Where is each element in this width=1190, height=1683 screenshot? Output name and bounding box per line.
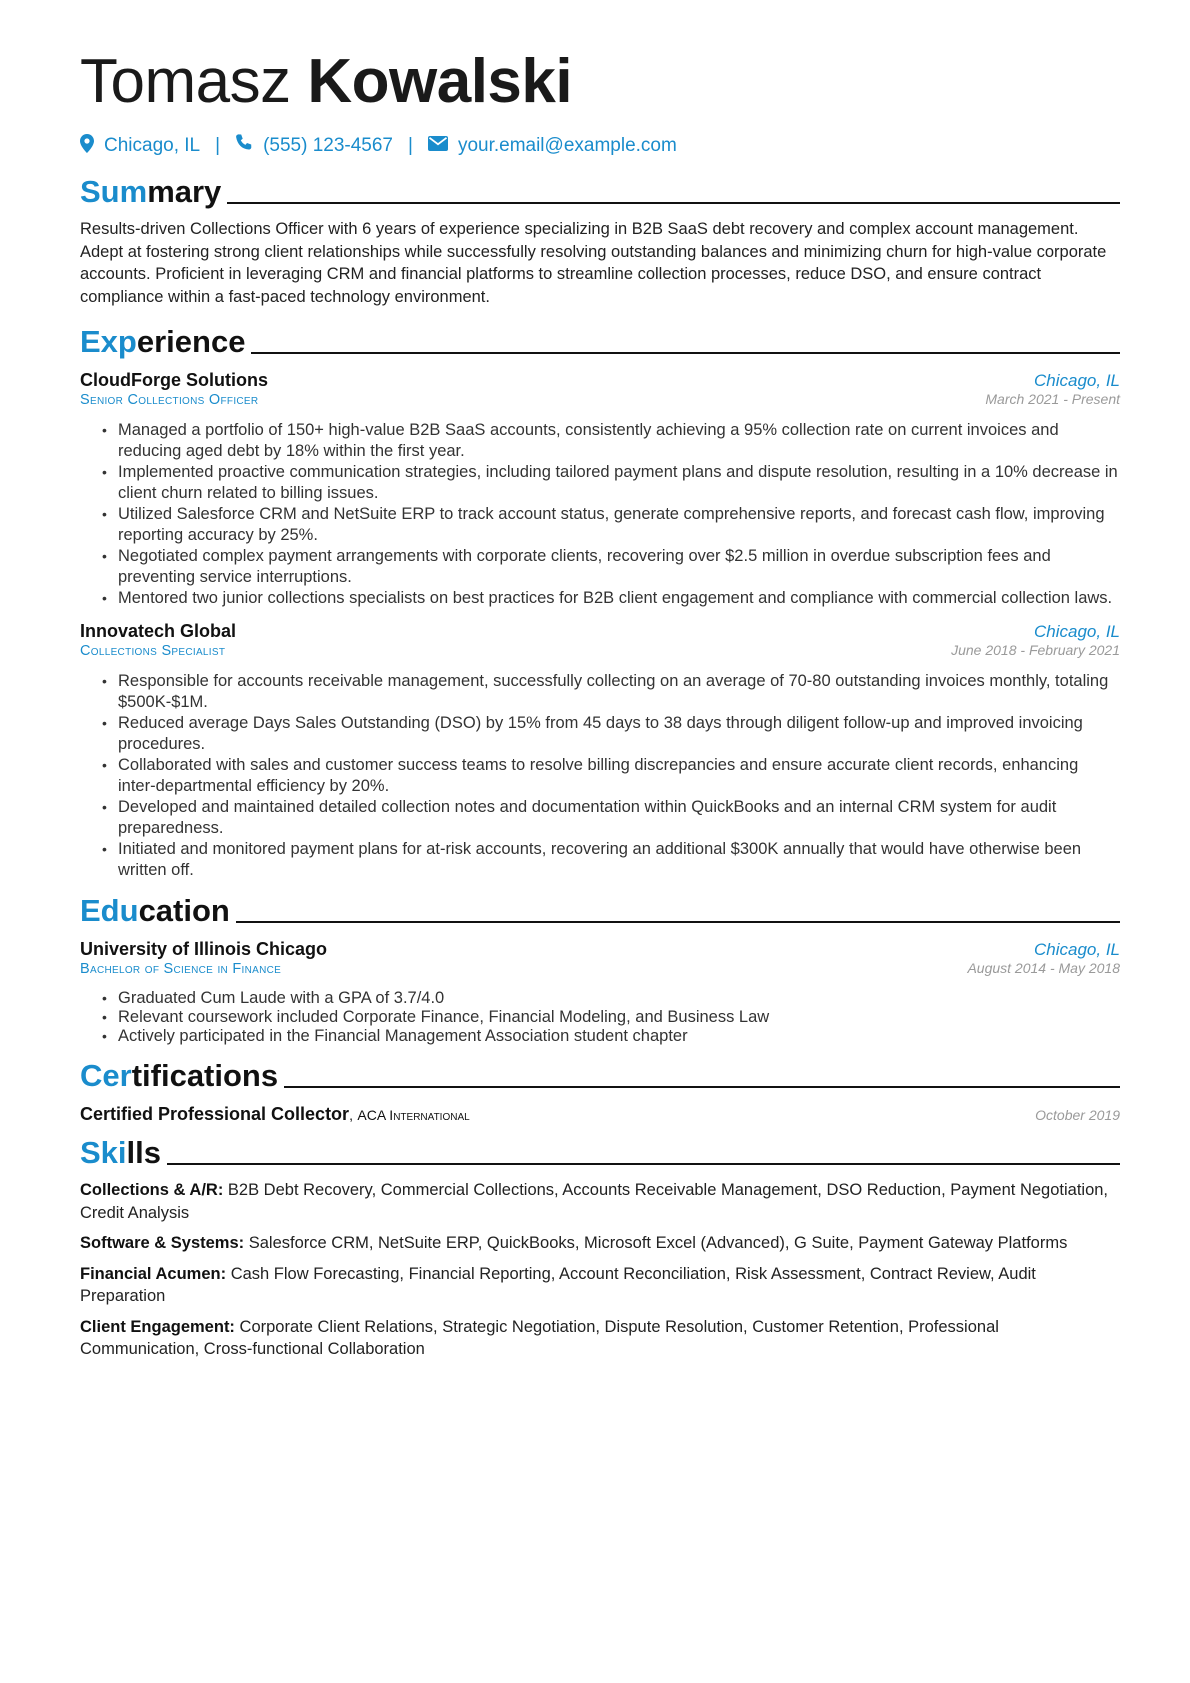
- skill-items: Salesforce CRM, NetSuite ERP, QuickBooks, Microsoft Excel (Advanced), G Suite, Payment Gateway Platforms: [248, 1234, 1068, 1252]
- summary-title-rest: mary: [147, 174, 222, 209]
- education-dates: August 2014 - May 2018: [967, 960, 1120, 976]
- contact-location: [80, 134, 200, 159]
- list-item: • Utilized Salesforce CRM and NetSuite ERP to track account status, generate comprehensive reports, and forecast cash flow, improving reporting accuracy by 25%.: [102, 504, 1120, 546]
- company-name: Innovatech Global: [80, 621, 237, 641]
- skill-line: [80, 1179, 1120, 1224]
- experience-entry: [80, 621, 1120, 881]
- section-divider: [236, 921, 1120, 923]
- certifications-heading: [80, 1058, 1120, 1094]
- phone-text: (555) 123-4567: [263, 135, 393, 156]
- resume-page: [80, 44, 1120, 1361]
- education-title-accent: Edu: [80, 893, 139, 928]
- certification-name: Certified Professional Collector: [80, 1104, 350, 1124]
- certification-date: October 2019: [1035, 1107, 1120, 1123]
- envelope-icon: [428, 135, 458, 157]
- email-link[interactable]: your.email@example.com: [457, 135, 677, 156]
- experience-title-rest: erience: [136, 324, 246, 359]
- skills-title-accent: Ski: [80, 1135, 127, 1170]
- summary-heading: [80, 174, 1120, 210]
- skill-label: Collections & A/R:: [80, 1181, 224, 1199]
- list-item: • Actively participated in the Financial Management Association student chapter: [102, 1027, 1120, 1046]
- map-marker-icon: [80, 134, 104, 159]
- list-item: • Initiated and monitored payment plans for at-risk accounts, recovering an additional $300K annually that would have otherwise been written off.: [102, 839, 1120, 881]
- section-divider: [227, 202, 1120, 204]
- company-name: CloudForge Solutions: [80, 370, 268, 390]
- list-item: • Responsible for accounts receivable management, successfully collecting on an average of 70-80 outstanding invoices monthly, totaling $500K-$1M.: [102, 671, 1120, 713]
- list-item: • Negotiated complex payment arrangements with corporate clients, recovering over $2.5 million in overdue subscription fees and preventing service interruptions.: [102, 546, 1120, 588]
- contact-phone[interactable]: [235, 134, 393, 158]
- list-item: • Implemented proactive communication strategies, including tailored payment plans and dispute resolution, resulting in a 10% decrease in client churn related to billing issues.: [102, 462, 1120, 504]
- education-bullets: [80, 989, 1120, 1046]
- skill-label: Software & Systems:: [80, 1234, 245, 1252]
- list-item: • Developed and maintained detailed collection notes and documentation within QuickBooks and an internal CRM system for audit preparedness.: [102, 797, 1120, 839]
- school-name: University of Illinois Chicago: [80, 939, 328, 959]
- certifications-title-rest: tifications: [131, 1058, 279, 1093]
- job-title: Senior Collections Officer: [80, 392, 259, 408]
- school-location: Chicago, IL: [1034, 940, 1120, 959]
- section-divider: [284, 1086, 1120, 1088]
- skill-items: Cash Flow Forecasting, Financial Reporting, Account Reconciliation, Risk Assessment, Contract Review, Audit Preparation: [80, 1264, 1036, 1305]
- skill-label: Client Engagement:: [80, 1317, 235, 1336]
- candidate-name: [80, 44, 1120, 120]
- separator: |: [215, 135, 221, 156]
- section-divider: [167, 1163, 1120, 1165]
- location-text: Chicago, IL: [104, 135, 201, 156]
- separator: |: [408, 135, 413, 156]
- list-item: • Graduated Cum Laude with a GPA of 3.7/4.0: [102, 989, 1120, 1008]
- degree: Bachelor of Science in Finance: [80, 961, 282, 977]
- experience-title-accent: Exp: [80, 324, 137, 359]
- summary-text: Results-driven Collections Officer with 6 years of experience specializing in B2B SaaS debt recovery and complex account management. Adept at fostering strong client relationships while successfully resolving outstanding balances and minimizing churn for high-value corporate accounts. Proficient in leveraging CRM and financial platforms to streamline collection processes, reduce DSO, and ensure contract compliance within a fast-paced technology environment.: [80, 220, 1107, 306]
- certification-comma: ,: [349, 1107, 353, 1123]
- section-divider: [251, 352, 1120, 354]
- first-name: Tomasz: [80, 47, 291, 116]
- job-bullets: [80, 420, 1120, 609]
- job-bullets: [80, 671, 1120, 881]
- skill-label: Financial Acumen:: [80, 1264, 227, 1283]
- list-item: • Managed a portfolio of 150+ high-value B2B SaaS accounts, consistently achieving a 95% collection rate on current invoices and reducing aged debt by 18% within the first year.: [102, 420, 1120, 462]
- experience-entry: [80, 370, 1120, 609]
- certifications-title-accent: Cer: [80, 1058, 132, 1093]
- experience-heading: [80, 324, 1120, 360]
- last-name: Kowalski: [307, 47, 573, 116]
- job-title: Collections Specialist: [80, 643, 226, 659]
- skill-items: Corporate Client Relations, Strategic Negotiation, Dispute Resolution, Customer Retention, Professional Communication, Cross-functional Collaboration: [80, 1317, 999, 1358]
- list-item: • Mentored two junior collections specialists on best practices for B2B client engagement and compliance with commercial collection laws.: [102, 588, 1120, 609]
- skill-line: [80, 1232, 1120, 1255]
- list-item: • Reduced average Days Sales Outstanding (DSO) by 15% from 45 days to 38 days through diligent follow-up and improved invoicing procedures.: [102, 713, 1120, 755]
- contact-bar: [80, 132, 1120, 160]
- education-entry: [80, 939, 1120, 1046]
- skill-line: [80, 1316, 1120, 1361]
- list-item: • Relevant coursework included Corporate Finance, Financial Modeling, and Business Law: [102, 1008, 1120, 1027]
- job-location: Chicago, IL: [1034, 371, 1120, 390]
- job-location: Chicago, IL: [1034, 622, 1120, 641]
- education-heading: [80, 893, 1120, 929]
- list-item: • Collaborated with sales and customer success teams to resolve billing discrepancies and ensure accurate client records, enhancing inter-departmental efficiency by 20%.: [102, 755, 1120, 797]
- education-title-rest: cation: [138, 893, 230, 928]
- certification-issuer: ACA International: [357, 1107, 470, 1123]
- job-dates: June 2018 - February 2021: [951, 642, 1120, 658]
- contact-email[interactable]: [428, 135, 677, 157]
- phone-icon: [235, 134, 263, 158]
- certification-entry: [80, 1104, 1120, 1125]
- skills-title-rest: lls: [126, 1135, 161, 1170]
- skills-heading: [80, 1135, 1120, 1171]
- job-dates: March 2021 - Present: [985, 391, 1120, 407]
- skill-items: B2B Debt Recovery, Commercial Collections, Accounts Receivable Management, DSO Reduction, Payment Negotiation, Credit Analysis: [80, 1181, 1109, 1222]
- summary-title-accent: Sum: [80, 174, 148, 209]
- skill-line: [80, 1263, 1120, 1308]
